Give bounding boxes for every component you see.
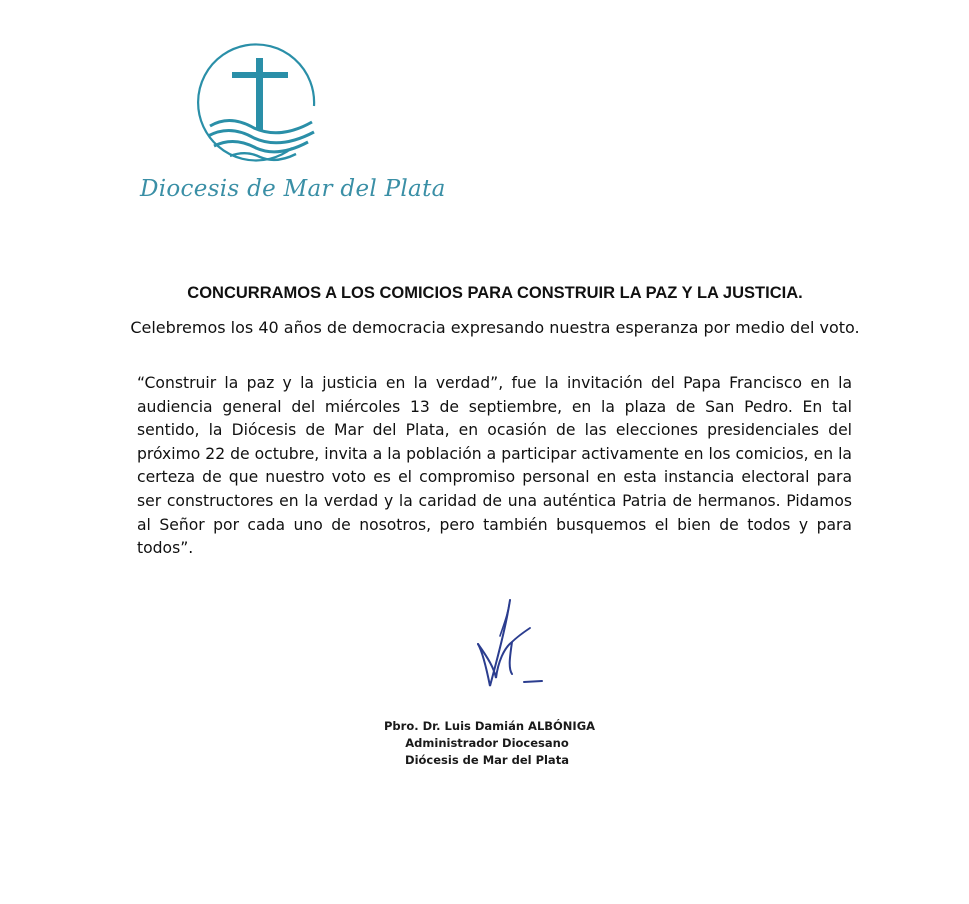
document-title: CONCURRAMOS A LOS COMICIOS PARA CONSTRUIR LA PAZ Y LA JUSTICIA. (187, 284, 803, 302)
signer-block (384, 718, 596, 769)
signer-institution: Diócesis de Mar del Plata (405, 753, 569, 767)
handwritten-signature-icon (468, 596, 548, 701)
cross-over-waves-logo-icon (196, 40, 326, 170)
logo-caption: Diocesis de Mar del Plata (140, 176, 446, 202)
signer-name: Pbro. Dr. Luis Damián ALBÓNIGA (384, 719, 596, 733)
document-subtitle: Celebremos los 40 años de democracia expresando nuestra esperanza por medio del voto. (130, 318, 860, 337)
signer-role: Administrador Diocesano (405, 736, 569, 750)
diocese-logo (196, 40, 326, 170)
signature (468, 596, 548, 701)
document-body: “Construir la paz y la justicia en la verdad”, fue la invitación del Papa Francisco en la audiencia general del miércoles 13 de septiembre, en la plaza de San Pedro. En tal sentido, la Diócesis de Mar del Plata, en ocasión de las elecciones presidenciales del próximo 22 de octubre, invita a la población a participar activamente en los comicios, en la certeza de que nuestro voto es el compromiso personal en esta instancia electoral para ser constructores en la verdad y la caridad de una auténtica Patria de hermanos. Pidamos al Señor por cada uno de nosotros, pero también busquemos el bien de todos y para todos”. (137, 374, 852, 558)
